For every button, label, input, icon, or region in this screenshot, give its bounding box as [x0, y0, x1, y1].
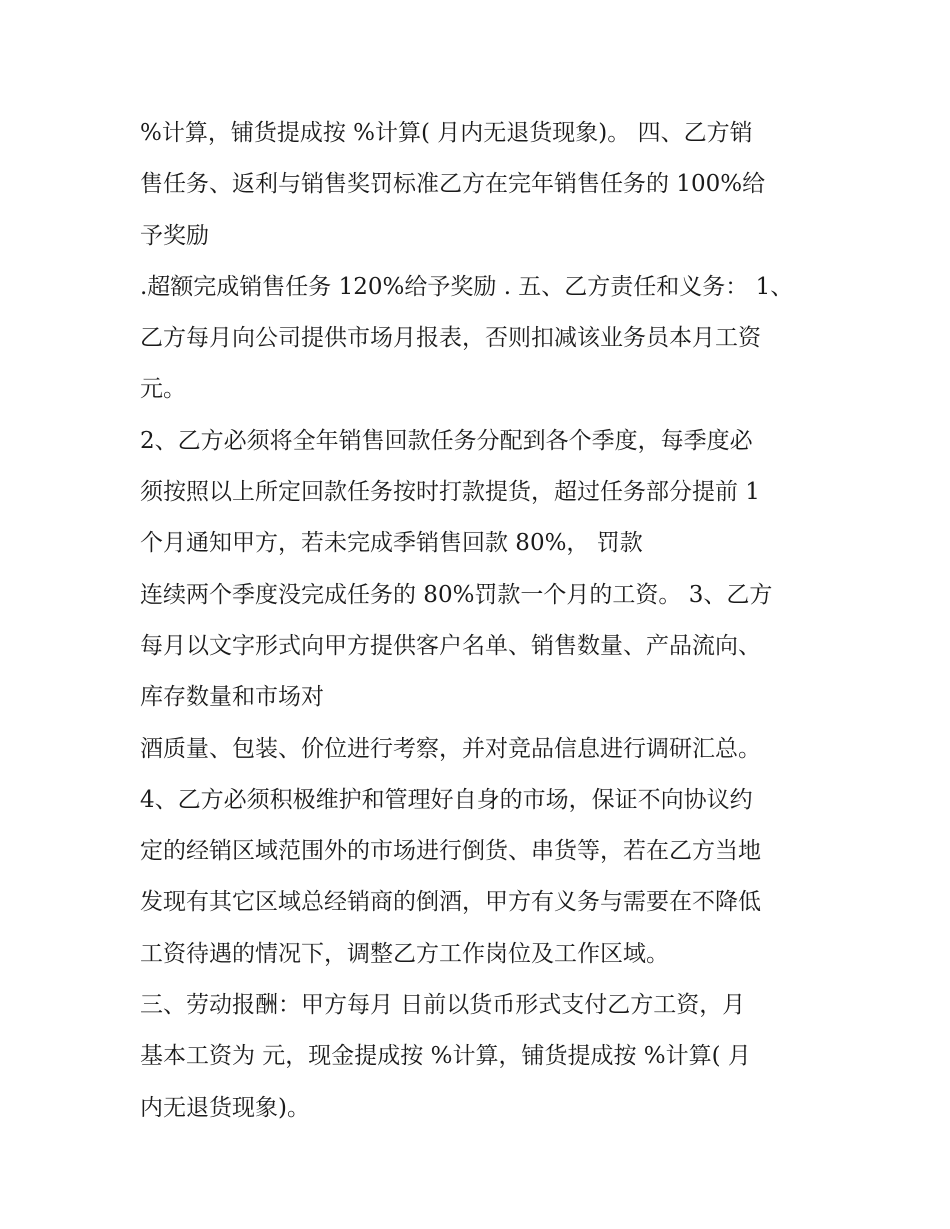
text-line: 4、乙方必须积极维护和管理好自身的市场，保证不向协议约 — [140, 786, 753, 813]
text-line: 2、乙方必须将全年销售回款任务分配到各个季度，每季度必 — [140, 427, 753, 454]
text-line: 乙方每月向公司提供市场月报表，否则扣减该业务员本月工资 — [140, 325, 761, 352]
text-line: 三、劳动报酬：甲方每月 日前以货币形式支付乙方工资，月 — [140, 992, 746, 1019]
text-line: 予奖励 — [140, 222, 209, 249]
text-line: 库存数量和市场对 — [140, 684, 324, 711]
text-line: 连续两个季度没完成任务的 80%罚款一个月的工资。 3、乙方 — [140, 581, 773, 608]
text-line: 须按照以上所定回款任务按时打款提货，超过任务部分提前 1 — [140, 479, 760, 506]
text-line: 基本工资为 元，现金提成按 %计算，铺货提成按 %计算( 月 — [140, 1043, 751, 1070]
text-line: %计算，铺货提成按 %计算( 月内无退货现象)。 四、乙方销 — [140, 120, 753, 146]
text-line: 每月以文字形式向甲方提供客户名单、销售数量、产品流向、 — [140, 632, 761, 659]
text-line: 定的经销区域范围外的市场进行倒货、串货等，若在乙方当地 — [140, 838, 761, 865]
text-line: 发现有其它区域总经销商的倒酒，甲方有义务与需要在不降低 — [140, 889, 761, 916]
text-line: 内无退货现象)。 — [140, 1094, 310, 1121]
text-line: 工资待遇的情况下，调整乙方工作岗位及工作区域。 — [140, 940, 669, 967]
text-line: 酒质量、包装、价位进行考察，并对竞品信息进行调研汇总。 — [140, 735, 761, 762]
text-line: 元。 — [140, 376, 186, 403]
text-line: 售任务、返利与销售奖罚标准乙方在完年销售任务的 100%给 — [140, 171, 766, 198]
text-line: 个月通知甲方，若未完成季销售回款 80%， 罚款 — [140, 530, 643, 557]
document-body — [140, 108, 840, 1134]
text-line: .超额完成销售任务 120%给予奖励 . 五、乙方责任和义务： 1、 — [140, 273, 794, 300]
